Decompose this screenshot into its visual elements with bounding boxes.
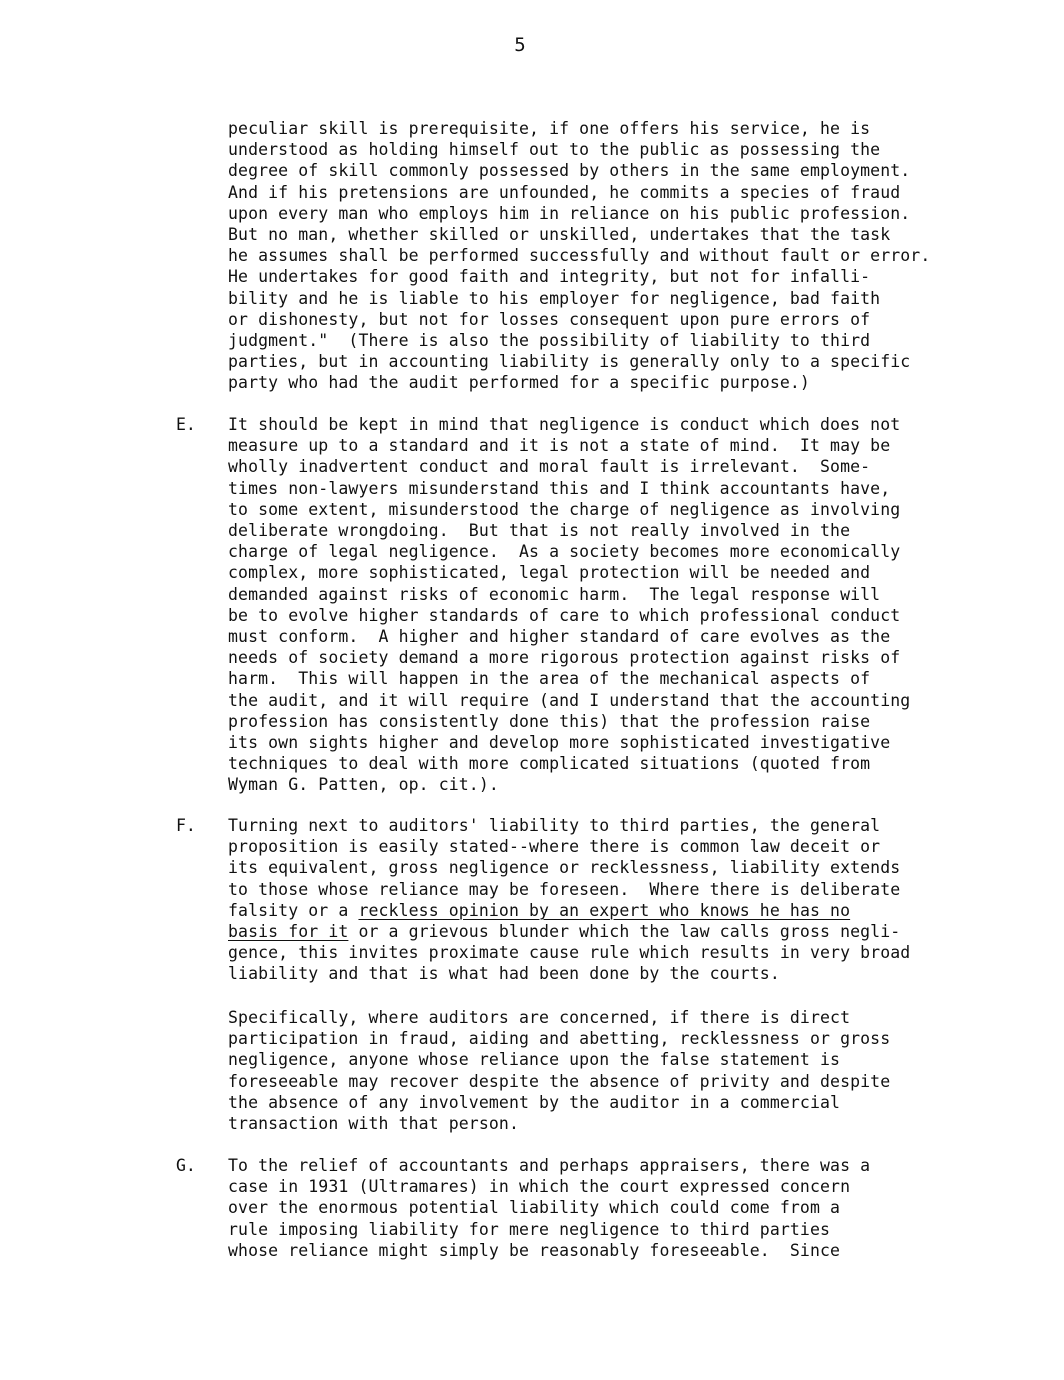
text-run: or a grievous blunder which the law calls gross negli-	[348, 922, 901, 941]
text-line: degree of skill commonly possessed by others in the same employment.	[228, 161, 911, 181]
text-line: peculiar skill is prerequisite, if one offers his service, he is	[228, 119, 871, 138]
text-line: And if his pretensions are unfounded, he commits a species of fraud	[228, 182, 901, 202]
text-line: whose reliance might simply be reasonably foreseeable. Since	[228, 1240, 841, 1260]
text-line: deliberate wrongdoing. But that is not really involved in the	[228, 521, 851, 540]
text-line: or dishonesty, but not for losses consequent upon pure errors of	[228, 309, 871, 329]
text-line: proposition is easily stated--where there is common law deceit or	[228, 837, 881, 857]
text-run: falsity or a	[228, 900, 359, 920]
text-line: to those whose reliance may be foreseen. Where there is deliberate	[228, 879, 901, 899]
text-line: foreseeable may recover despite the absence of privity and despite	[228, 1071, 891, 1091]
text-line: over the enormous potential liability which could come from a	[228, 1198, 841, 1218]
text-line: judgment." (There is also the possibility of liability to third	[228, 331, 871, 350]
text-line: complex, more sophisticated, legal protection will be needed and	[228, 563, 871, 583]
text-line: To the relief of accountants and perhaps appraisers, there was a	[228, 1156, 871, 1175]
text-line: Wyman G. Patten, op. cit.).	[228, 775, 499, 795]
text-line: gence, this invites proximate cause rule which results in very broad	[228, 943, 911, 963]
text-line: case in 1931 (Ultramares) in which the court expressed concern	[228, 1177, 851, 1197]
text-line: be to evolve higher standards of care to which professional conduct	[228, 605, 901, 625]
text-line: understood as holding himself out to the public as possessing the	[228, 140, 881, 160]
text-line: party who had the audit performed for a specific purpose.)	[228, 373, 810, 393]
section-label: F.	[176, 816, 196, 835]
section-label: E.	[176, 415, 196, 434]
text-line: bility and he is liable to his employer for negligence, bad faith	[228, 288, 881, 308]
page-number: 5	[514, 34, 526, 56]
text-line: It should be kept in mind that negligence is conduct which does not	[228, 415, 901, 434]
text-line	[228, 900, 850, 921]
text-line: the audit, and it will require (and I understand that the accounting	[228, 690, 911, 710]
text-line: parties, but in accounting liability is generally only to a specific	[228, 352, 911, 372]
text-line: He undertakes for good faith and integrity, but not for infalli-	[228, 267, 871, 287]
underlined-phrase: basis for it	[228, 922, 349, 941]
text-line: demanded against risks of economic harm. The legal response will	[228, 584, 881, 604]
text-line: But no man, whether skilled or unskilled, undertakes that the task	[228, 225, 891, 244]
text-line: must conform. A higher and higher standard of care evolves as the	[228, 627, 891, 646]
text-line: rule imposing liability for mere negligence to third parties	[228, 1219, 831, 1239]
text-line: wholly inadvertent conduct and moral fault is irrelevant. Some-	[228, 457, 871, 477]
text-line: he assumes shall be performed successfully and without fault or error.	[228, 246, 931, 266]
text-line: participation in fraud, aiding and abetting, recklessness or gross	[228, 1029, 891, 1049]
text-line: upon every man who employs him in reliance on his public profession.	[228, 203, 911, 223]
text-line: its equivalent, gross negligence or recklessness, liability extends	[228, 858, 901, 878]
text-line: liability and that is what had been done by the courts.	[228, 964, 780, 984]
text-line: techniques to deal with more complicated situations (quoted from	[228, 754, 871, 774]
text-line: harm. This will happen in the area of the mechanical aspects of	[228, 669, 871, 689]
text-line: profession has consistently done this) that the profession raise	[228, 711, 871, 731]
text-line: times non-lawyers misunderstand this and I think accountants have,	[228, 478, 891, 498]
text-line: needs of society demand a more rigorous protection against risks of	[228, 648, 901, 668]
text-line: Turning next to auditors' liability to third parties, the general	[228, 816, 881, 835]
text-line	[228, 921, 900, 942]
text-line: charge of legal negligence. As a society becomes more economically	[228, 542, 901, 562]
text-line: transaction with that person.	[228, 1114, 519, 1133]
underlined-phrase: reckless opinion by an expert who knows he has no	[358, 900, 851, 920]
text-line: Specifically, where auditors are concerned, if there is direct	[228, 1008, 851, 1027]
section-label: G.	[176, 1156, 196, 1175]
text-line: its own sights higher and develop more sophisticated investigative	[228, 733, 891, 752]
text-line: to some extent, misunderstood the charge of negligence as involving	[228, 499, 901, 519]
text-line: negligence, anyone whose reliance upon the false statement is	[228, 1050, 841, 1070]
text-line: measure up to a standard and it is not a state of mind. It may be	[228, 436, 891, 456]
text-line: the absence of any involvement by the auditor in a commercial	[228, 1092, 841, 1112]
